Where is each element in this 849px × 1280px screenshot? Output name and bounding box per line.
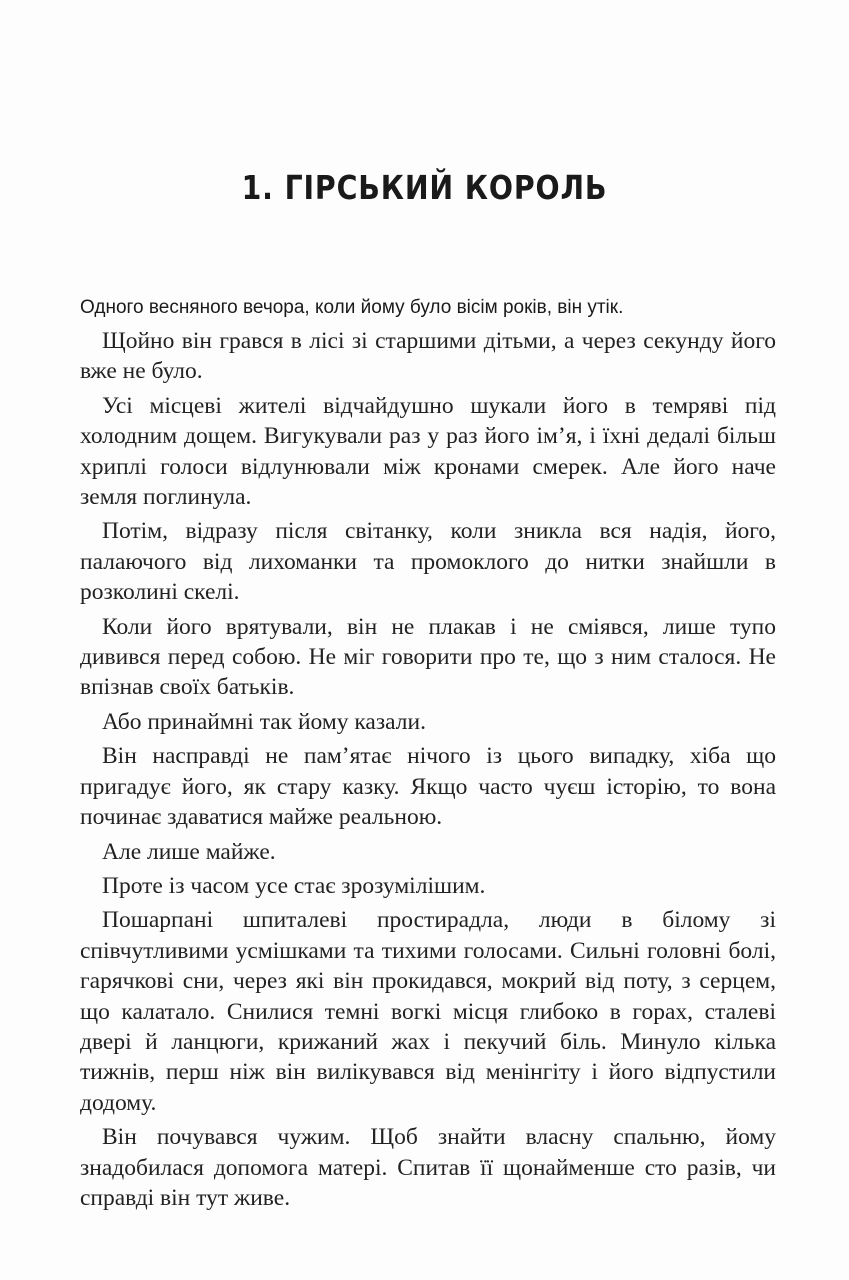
paragraph: Він почувався чужим. Щоб знайти власну спальню, йому знадобилася допомога матері. Спитав її щонайменше сто разів, чи справді він тут живе. [80,1124,776,1211]
paragraph: Проте із часом усе стає зрозумілішим. [102,872,486,899]
paragraph: Але лише майже. [102,838,276,865]
paragraph: Щойно він грався в лісі зі старшими дітьми, а через секунду його вже не було. [80,328,776,385]
paragraph: Коли його врятували, він не плакав і не сміявся, лише тупо дивився перед собою. Не міг говорити про те, що з ним сталося. Не впізнав своїх батьків. [80,613,776,701]
paragraph: Потім, відразу після світанку, коли зникла вся надія, його, палаючого від лихоманки та промоклого до нитки знайшли в розколині скелі. [80,518,776,606]
paragraph: Або принаймні так йому казали. [102,708,426,735]
paragraph: Усі місцеві жителі відчайдушно шукали його в темряві під холодним дощем. Вигукували раз у раз його ім’я, і їхні дедалі більш хриплі голоси відлунювали між кронами смерек. Але його наче земля поглинула. [80,392,776,511]
chapter-title: 1. ГІРСЬКИЙ КОРОЛЬ [241,168,608,207]
lead-sentence: Одного весняного вечора, коли йому було вісім років, він утік. [80,297,624,318]
paragraph: Пошарпані шпиталеві простирадла, люди в білому зі співчутливими усмішками та тихими голосами. Сильні головні болі, гарячкові сни, через які він прокидався, мокрий від поту, з серцем, що калатало. Снилися темні вогкі місця глибоко в горах, сталеві двері й ланцюги, крижаний жах і пекучий біль. Минуло кілька тижнів, перш ніж він вилікувався від менінгіту і його відпустили додому. [80,907,776,1116]
paragraph: Він насправді не пам’ятає нічого із цього випадку, хіба що пригадує його, як стару казку. Якщо часто чуєш історію, то вона починає здаватися майже реальною. [80,743,776,831]
body-text [80,326,776,1217]
